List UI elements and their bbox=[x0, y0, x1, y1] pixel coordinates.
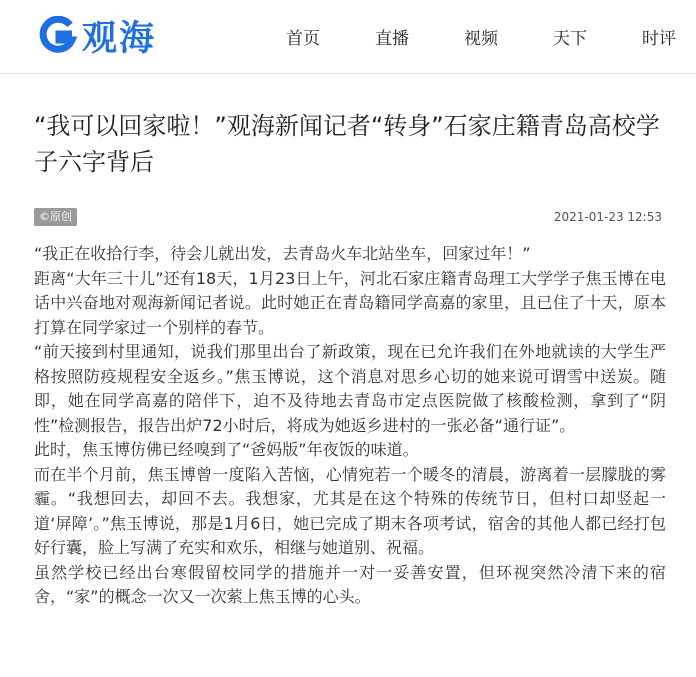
nav-item-commentary[interactable]: 时评 bbox=[642, 29, 676, 49]
article-container bbox=[0, 74, 696, 677]
logo-g-icon bbox=[38, 16, 78, 56]
article-paragraph: 虽然学校已经出台寒假留校同学的措施并一对一妥善安置，但环视突然冷清下来的宿舍，“家”的概念一次又一次萦上焦玉博的心头。 bbox=[34, 562, 666, 606]
site-logo[interactable] bbox=[38, 11, 156, 61]
nav-item-video[interactable]: 视频 bbox=[464, 29, 498, 49]
article-paragraph: “我正在收拾行李，待会儿就出发，去青岛火车北站坐车，回家过年！” bbox=[34, 244, 531, 263]
logo-text: 观海 bbox=[82, 19, 157, 59]
top-navigation-bar bbox=[0, 0, 696, 74]
original-badge: ©原创 bbox=[34, 208, 77, 226]
article-paragraph: 距离“大年三十儿”还有18天，1月23日上午，河北石家庄籍青岛理工大学学子焦玉博在电话中兴奋地对观海新闻记者说。此时她正在青岛籍同学高嘉的家里，且已住了十天，原本打算在同学家过一个别样的春节。 bbox=[34, 268, 666, 337]
nav-item-world[interactable]: 天下 bbox=[553, 29, 587, 49]
nav-item-live[interactable]: 直播 bbox=[375, 29, 409, 49]
publish-date: 2021-01-23 12:53 bbox=[553, 210, 662, 224]
article-paragraph: “前天接到村里通知，说我们那里出台了新政策，现在已允许我们在外地就读的大学生严格按照防疫规程安全返乡。”焦玉博说，这个消息对思乡心切的她来说可谓雪中送炭。随即，她在同学高嘉的陪伴下，迫不及待地去青岛市定点医院做了核酸检测，拿到了“阴性”检测报告，报告出炉72小时后，将成为她返乡进村的一张必备“通行证”。 bbox=[34, 342, 666, 435]
article-body bbox=[34, 242, 666, 610]
article-paragraph: 而在半个月前，焦玉博曾一度陷入苦恼，心情宛若一个暖冬的清晨，游离着一层朦胧的雾霾。“我想回去，却回不去。我想家，尤其是在这个特殊的传统节日，但村口却竖起一道‘屏障’。”焦玉博说，那是1月6日，她已完成了期末各项考试，宿舍的其他人都已经打包好行囊，脸上写满了充实和欢乐，相继与她道别、祝福。 bbox=[34, 464, 666, 557]
nav-item-home[interactable]: 首页 bbox=[286, 29, 320, 49]
article-meta bbox=[34, 206, 662, 228]
article-paragraph: 此时，焦玉博仿佛已经嗅到了“爸妈版”年夜饭的味道。 bbox=[34, 440, 419, 459]
article-title: “我可以回家啦！”观海新闻记者“转身”石家庄籍青岛高校学子六字背后 bbox=[34, 112, 660, 176]
